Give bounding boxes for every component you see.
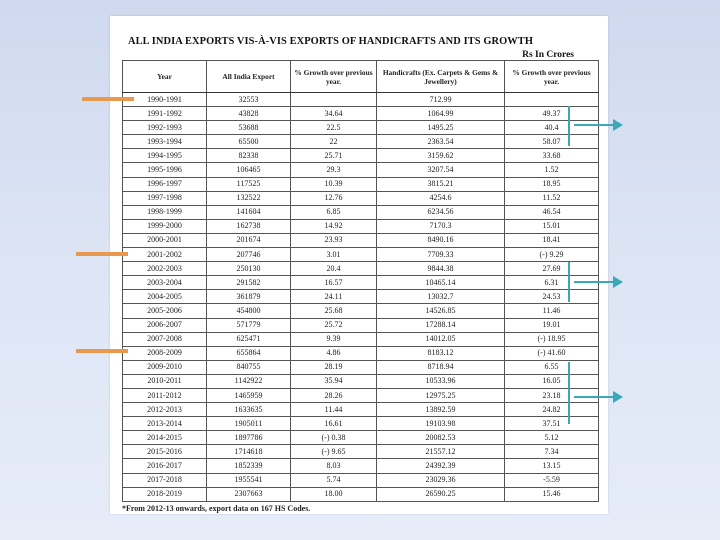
table-row — [123, 473, 599, 487]
cell-all-india: 106465 — [207, 163, 291, 177]
cell-growth-all: 16.61 — [291, 417, 377, 431]
cell-handicrafts: 14526.85 — [377, 304, 505, 318]
cell-growth-all: 28.26 — [291, 388, 377, 402]
cell-handicrafts: 7170.3 — [377, 219, 505, 233]
growth-bracket-2 — [568, 262, 570, 302]
cell-year: 2001-2002 — [123, 248, 207, 262]
cell-growth-handicrafts: 5.12 — [505, 431, 599, 445]
cell-growth-all: 11.44 — [291, 403, 377, 417]
cell-year: 2014-2015 — [123, 431, 207, 445]
cell-growth-handicrafts — [505, 93, 599, 107]
growth-bracket-3 — [568, 362, 570, 424]
cell-year: 1990-1991 — [123, 93, 207, 107]
cell-growth-handicrafts: 58.07 — [505, 135, 599, 149]
cell-year: 2010-2011 — [123, 374, 207, 388]
header-handicrafts: Handicrafts (Ex. Carpets & Gems & Jewellery) — [377, 61, 505, 93]
cell-year: 2018-2019 — [123, 487, 207, 501]
cell-all-india: 250130 — [207, 262, 291, 276]
cell-all-india: 291582 — [207, 276, 291, 290]
growth-bracket-1 — [568, 106, 570, 146]
cell-growth-all: 14.92 — [291, 219, 377, 233]
cell-handicrafts: 8718.94 — [377, 360, 505, 374]
table-row — [123, 360, 599, 374]
table-row — [123, 233, 599, 247]
cell-handicrafts: 13892.59 — [377, 403, 505, 417]
cell-year: 2002-2003 — [123, 262, 207, 276]
exports-table — [122, 60, 599, 502]
header-all-india-export: All India Export — [207, 61, 291, 93]
document-page — [110, 16, 608, 514]
cell-growth-handicrafts: 11.46 — [505, 304, 599, 318]
cell-growth-all: 29.3 — [291, 163, 377, 177]
table-row — [123, 177, 599, 191]
cell-growth-handicrafts: 40.4 — [505, 121, 599, 135]
cell-handicrafts: 2363.54 — [377, 135, 505, 149]
cell-growth-all — [291, 93, 377, 107]
cell-all-india: 43828 — [207, 107, 291, 121]
cell-year: 1996-1997 — [123, 177, 207, 191]
cell-growth-all: 28.19 — [291, 360, 377, 374]
cell-growth-handicrafts: (-) 41.60 — [505, 346, 599, 360]
cell-all-india: 132522 — [207, 191, 291, 205]
cell-handicrafts: 3815.21 — [377, 177, 505, 191]
cell-year: 2015-2016 — [123, 445, 207, 459]
cell-growth-handicrafts: 18.95 — [505, 177, 599, 191]
cell-year: 2007-2008 — [123, 332, 207, 346]
cell-growth-all: 3.01 — [291, 248, 377, 262]
cell-all-india: 117525 — [207, 177, 291, 191]
cell-handicrafts: 13032.7 — [377, 290, 505, 304]
table-row — [123, 276, 599, 290]
cell-handicrafts: 1064.99 — [377, 107, 505, 121]
table-row — [123, 290, 599, 304]
cell-growth-handicrafts: 11.52 — [505, 191, 599, 205]
table-row — [123, 262, 599, 276]
table-row — [123, 149, 599, 163]
arrow-right-icon — [574, 396, 614, 398]
cell-growth-handicrafts: 24.53 — [505, 290, 599, 304]
cell-year: 2012-2013 — [123, 403, 207, 417]
cell-handicrafts: 23029.36 — [377, 473, 505, 487]
cell-growth-handicrafts: 7.34 — [505, 445, 599, 459]
arrow-right-icon — [574, 124, 614, 126]
cell-all-india: 571779 — [207, 318, 291, 332]
table-row — [123, 107, 599, 121]
document-title: ALL INDIA EXPORTS VIS-À-VIS EXPORTS OF HANDICRAFTS AND ITS GROWTH — [128, 36, 534, 47]
cell-all-india: 454800 — [207, 304, 291, 318]
cell-growth-handicrafts: 1.52 — [505, 163, 599, 177]
table-row — [123, 163, 599, 177]
cell-handicrafts: 20082.53 — [377, 431, 505, 445]
cell-handicrafts: 8183.12 — [377, 346, 505, 360]
cell-growth-all: (-) 9.65 — [291, 445, 377, 459]
cell-growth-all: 8.03 — [291, 459, 377, 473]
footnote: *From 2012-13 onwards, export data on 167 HS Codes. — [122, 504, 311, 513]
cell-year: 2006-2007 — [123, 318, 207, 332]
cell-growth-handicrafts: 18.41 — [505, 233, 599, 247]
header-growth-all-india: % Growth over previous year. — [291, 61, 377, 93]
cell-all-india: 53688 — [207, 121, 291, 135]
cell-all-india: 1633635 — [207, 403, 291, 417]
table-row — [123, 487, 599, 501]
table-row — [123, 403, 599, 417]
cell-all-india: 1905011 — [207, 417, 291, 431]
table-row — [123, 135, 599, 149]
cell-growth-handicrafts: 15.01 — [505, 219, 599, 233]
cell-all-india: 625471 — [207, 332, 291, 346]
cell-all-india: 1955541 — [207, 473, 291, 487]
cell-all-india: 32553 — [207, 93, 291, 107]
table-row — [123, 205, 599, 219]
cell-handicrafts: 19103.98 — [377, 417, 505, 431]
table-row — [123, 346, 599, 360]
cell-growth-all: 23.93 — [291, 233, 377, 247]
cell-growth-all: 24.11 — [291, 290, 377, 304]
cell-handicrafts: 8490.16 — [377, 233, 505, 247]
cell-all-india: 1142922 — [207, 374, 291, 388]
cell-growth-all: 20.4 — [291, 262, 377, 276]
cell-year: 2016-2017 — [123, 459, 207, 473]
cell-all-india: 1897786 — [207, 431, 291, 445]
cell-growth-all: 10.39 — [291, 177, 377, 191]
cell-all-india: 162738 — [207, 219, 291, 233]
cell-year: 1997-1998 — [123, 191, 207, 205]
cell-growth-all: 35.94 — [291, 374, 377, 388]
cell-growth-handicrafts: 13.15 — [505, 459, 599, 473]
cell-growth-all: 25.72 — [291, 318, 377, 332]
cell-growth-all: 34.64 — [291, 107, 377, 121]
cell-all-india: 141604 — [207, 205, 291, 219]
highlight-marker-2001 — [76, 252, 128, 256]
cell-year: 2008-2009 — [123, 346, 207, 360]
cell-year: 2017-2018 — [123, 473, 207, 487]
cell-handicrafts: 26590.25 — [377, 487, 505, 501]
cell-all-india: 82338 — [207, 149, 291, 163]
cell-growth-all: 5.74 — [291, 473, 377, 487]
cell-handicrafts: 3207.54 — [377, 163, 505, 177]
cell-handicrafts: 9844.38 — [377, 262, 505, 276]
cell-year: 1992-1993 — [123, 121, 207, 135]
header-year: Year — [123, 61, 207, 93]
table-row — [123, 459, 599, 473]
cell-all-india: 2307663 — [207, 487, 291, 501]
cell-all-india: 201674 — [207, 233, 291, 247]
cell-handicrafts: 7709.33 — [377, 248, 505, 262]
cell-growth-handicrafts: 6.55 — [505, 360, 599, 374]
table-row — [123, 332, 599, 346]
table-row — [123, 431, 599, 445]
cell-handicrafts: 21557.12 — [377, 445, 505, 459]
cell-year: 1994-1995 — [123, 149, 207, 163]
cell-handicrafts: 712.99 — [377, 93, 505, 107]
cell-year: 1991-1992 — [123, 107, 207, 121]
highlight-marker-2008 — [76, 349, 128, 353]
cell-growth-handicrafts: 49.37 — [505, 107, 599, 121]
table-row — [123, 417, 599, 431]
cell-growth-all: 12.76 — [291, 191, 377, 205]
cell-growth-handicrafts: 23.18 — [505, 388, 599, 402]
highlight-marker-1990 — [82, 97, 134, 101]
cell-handicrafts: 10533.96 — [377, 374, 505, 388]
table-row — [123, 121, 599, 135]
cell-handicrafts: 12975.25 — [377, 388, 505, 402]
cell-growth-all: 9.39 — [291, 332, 377, 346]
table-row — [123, 445, 599, 459]
cell-year: 1995-1996 — [123, 163, 207, 177]
cell-handicrafts: 24392.39 — [377, 459, 505, 473]
cell-year: 2004-2005 — [123, 290, 207, 304]
header-growth-handicrafts: % Growth over previous year. — [505, 61, 599, 93]
cell-handicrafts: 4254.6 — [377, 191, 505, 205]
cell-growth-all: 6.85 — [291, 205, 377, 219]
cell-all-india: 655864 — [207, 346, 291, 360]
cell-all-india: 840755 — [207, 360, 291, 374]
cell-handicrafts: 1495.25 — [377, 121, 505, 135]
cell-year: 2005-2006 — [123, 304, 207, 318]
cell-growth-handicrafts: 16.05 — [505, 374, 599, 388]
cell-handicrafts: 3159.62 — [377, 149, 505, 163]
cell-growth-handicrafts: 6.31 — [505, 276, 599, 290]
cell-all-india: 1465959 — [207, 388, 291, 402]
cell-year: 2009-2010 — [123, 360, 207, 374]
table-row — [123, 304, 599, 318]
cell-growth-handicrafts: 37.51 — [505, 417, 599, 431]
cell-all-india: 361879 — [207, 290, 291, 304]
cell-all-india: 1714618 — [207, 445, 291, 459]
cell-growth-handicrafts: 27.69 — [505, 262, 599, 276]
cell-growth-all: 4.86 — [291, 346, 377, 360]
cell-growth-all: 16.57 — [291, 276, 377, 290]
table-row — [123, 374, 599, 388]
cell-growth-all: 25.68 — [291, 304, 377, 318]
cell-all-india: 65500 — [207, 135, 291, 149]
cell-growth-handicrafts: 24.82 — [505, 403, 599, 417]
cell-year: 1999-2000 — [123, 219, 207, 233]
table-row — [123, 248, 599, 262]
table-header-row — [123, 61, 599, 93]
cell-year: 2013-2014 — [123, 417, 207, 431]
arrow-right-icon — [574, 281, 614, 283]
cell-year: 2000-2001 — [123, 233, 207, 247]
cell-growth-all: (-) 0.38 — [291, 431, 377, 445]
cell-handicrafts: 17288.14 — [377, 318, 505, 332]
cell-handicrafts: 6234.56 — [377, 205, 505, 219]
cell-year: 2003-2004 — [123, 276, 207, 290]
cell-handicrafts: 14012.05 — [377, 332, 505, 346]
cell-all-india: 207746 — [207, 248, 291, 262]
cell-growth-handicrafts: -5.59 — [505, 473, 599, 487]
cell-growth-handicrafts: 33.68 — [505, 149, 599, 163]
table-row — [123, 318, 599, 332]
cell-growth-handicrafts: 19.01 — [505, 318, 599, 332]
table-body — [123, 93, 599, 502]
cell-growth-all: 22 — [291, 135, 377, 149]
table-row — [123, 219, 599, 233]
table-row — [123, 388, 599, 402]
cell-growth-handicrafts: (-) 18.95 — [505, 332, 599, 346]
cell-year: 1998-1999 — [123, 205, 207, 219]
table-row — [123, 191, 599, 205]
cell-growth-all: 18.00 — [291, 487, 377, 501]
cell-all-india: 1852339 — [207, 459, 291, 473]
cell-growth-all: 22.5 — [291, 121, 377, 135]
table-row — [123, 93, 599, 107]
cell-growth-handicrafts: 46.54 — [505, 205, 599, 219]
cell-growth-handicrafts: (-) 9.29 — [505, 248, 599, 262]
cell-year: 2011-2012 — [123, 388, 207, 402]
cell-year: 1993-1994 — [123, 135, 207, 149]
cell-handicrafts: 10465.14 — [377, 276, 505, 290]
cell-growth-all: 25.71 — [291, 149, 377, 163]
units-label: Rs In Crores — [522, 50, 574, 60]
cell-growth-handicrafts: 15.46 — [505, 487, 599, 501]
